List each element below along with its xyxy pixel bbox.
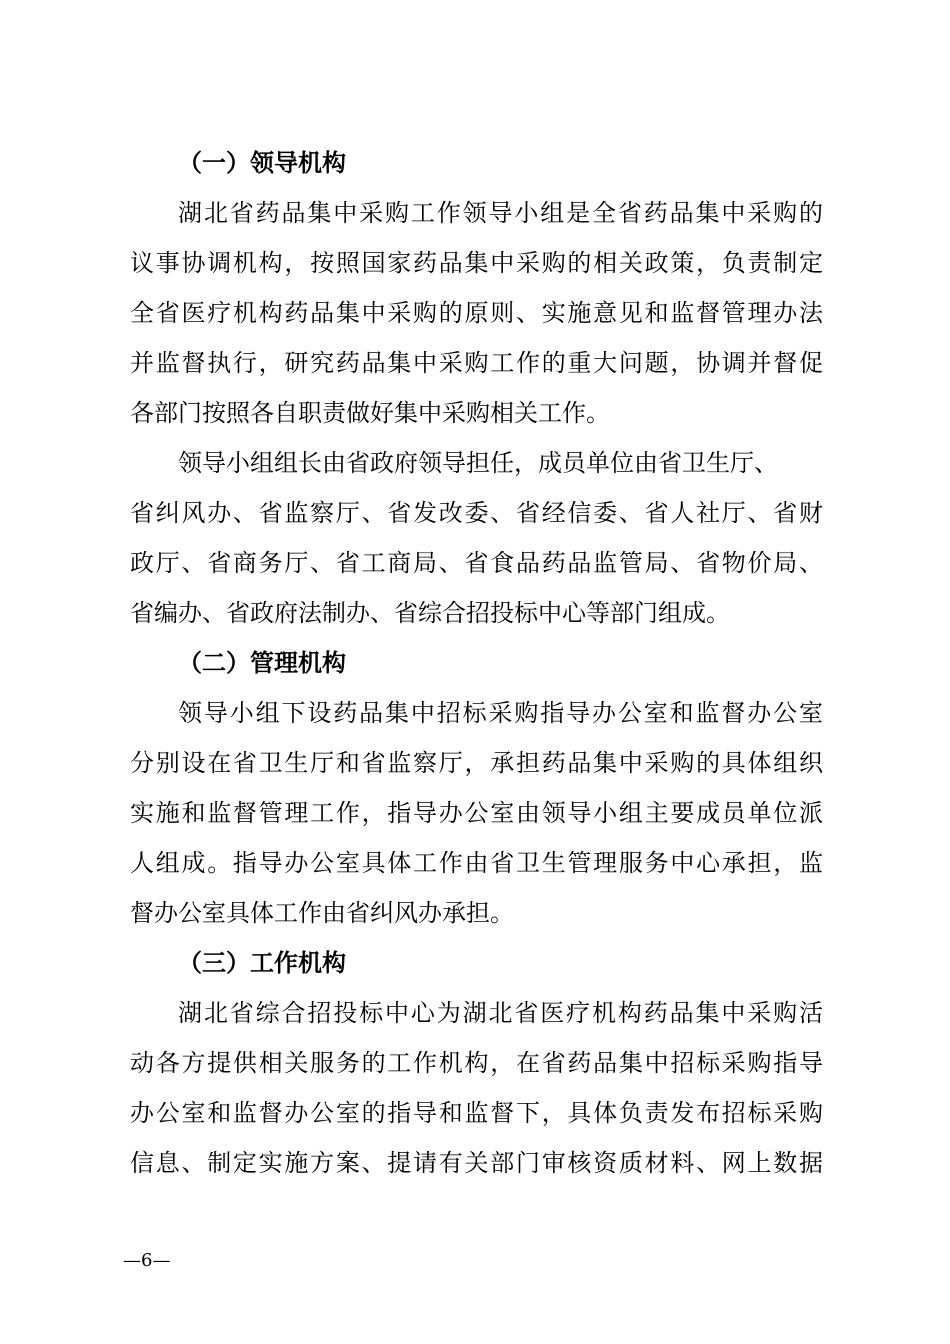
paragraph-line: 议事协调机构，按照国家药品集中采购的相关政策，负责制定 [130, 249, 823, 277]
paragraph [130, 988, 823, 1188]
paragraph-line: 湖北省药品集中采购工作领导小组是全省药品集中采购的 [178, 199, 823, 227]
paragraph-line: 领导小组组长由省政府领导担任，成员单位由省卫生厅、 [178, 449, 778, 477]
paragraph-line: 督办公室具体工作由省纠风办承担。 [130, 899, 514, 927]
paragraph [130, 188, 823, 438]
paragraph-line: 并监督执行，研究药品集中采购工作的重大问题，协调并督促 [130, 349, 823, 377]
paragraph-line: 实施和监督管理工作，指导办公室由领导小组主要成员单位派 [130, 799, 823, 827]
paragraph-line: 政厅、省商务厅、省工商局、省食品药品监管局、省物价局、 [130, 549, 823, 577]
paragraph-line: 省纠风办、省监察厅、省发改委、省经信委、省人社厅、省财 [130, 499, 823, 527]
paragraph-line: 信息、制定实施方案、提请有关部门审核资质材料、网上数据 [130, 1149, 823, 1177]
paragraph-line: 分别设在省卫生厅和省监察厅，承担药品集中采购的具体组织 [130, 749, 823, 777]
paragraph-line: 领导小组下设药品集中招标采购指导办公室和监督办公室 [178, 699, 823, 727]
paragraph-line: 省编办、省政府法制办、省综合招投标中心等部门组成。 [130, 599, 730, 627]
paragraph-line: 动各方提供相关服务的工作机构，在省药品集中招标采购指导 [130, 1049, 823, 1077]
paragraph [130, 438, 823, 638]
page-number: —6— [123, 1250, 171, 1271]
section-heading: （一）领导机构 [178, 148, 346, 177]
paragraph [130, 688, 823, 938]
section-heading: （二）管理机构 [178, 648, 346, 677]
document-body [130, 138, 823, 1188]
paragraph-line: 全省医疗机构药品集中采购的原则、实施意见和监督管理办法 [130, 299, 823, 327]
paragraph-line: 办公室和监督办公室的指导和监督下，具体负责发布招标采购 [130, 1099, 823, 1127]
paragraph-line: 湖北省综合招投标中心为湖北省医疗机构药品集中采购活 [178, 999, 823, 1027]
paragraph-line: 人组成。指导办公室具体工作由省卫生管理服务中心承担，监 [130, 849, 823, 877]
paragraph-line: 各部门按照各自职责做好集中采购相关工作。 [130, 399, 610, 427]
section-heading: （三）工作机构 [178, 948, 346, 977]
